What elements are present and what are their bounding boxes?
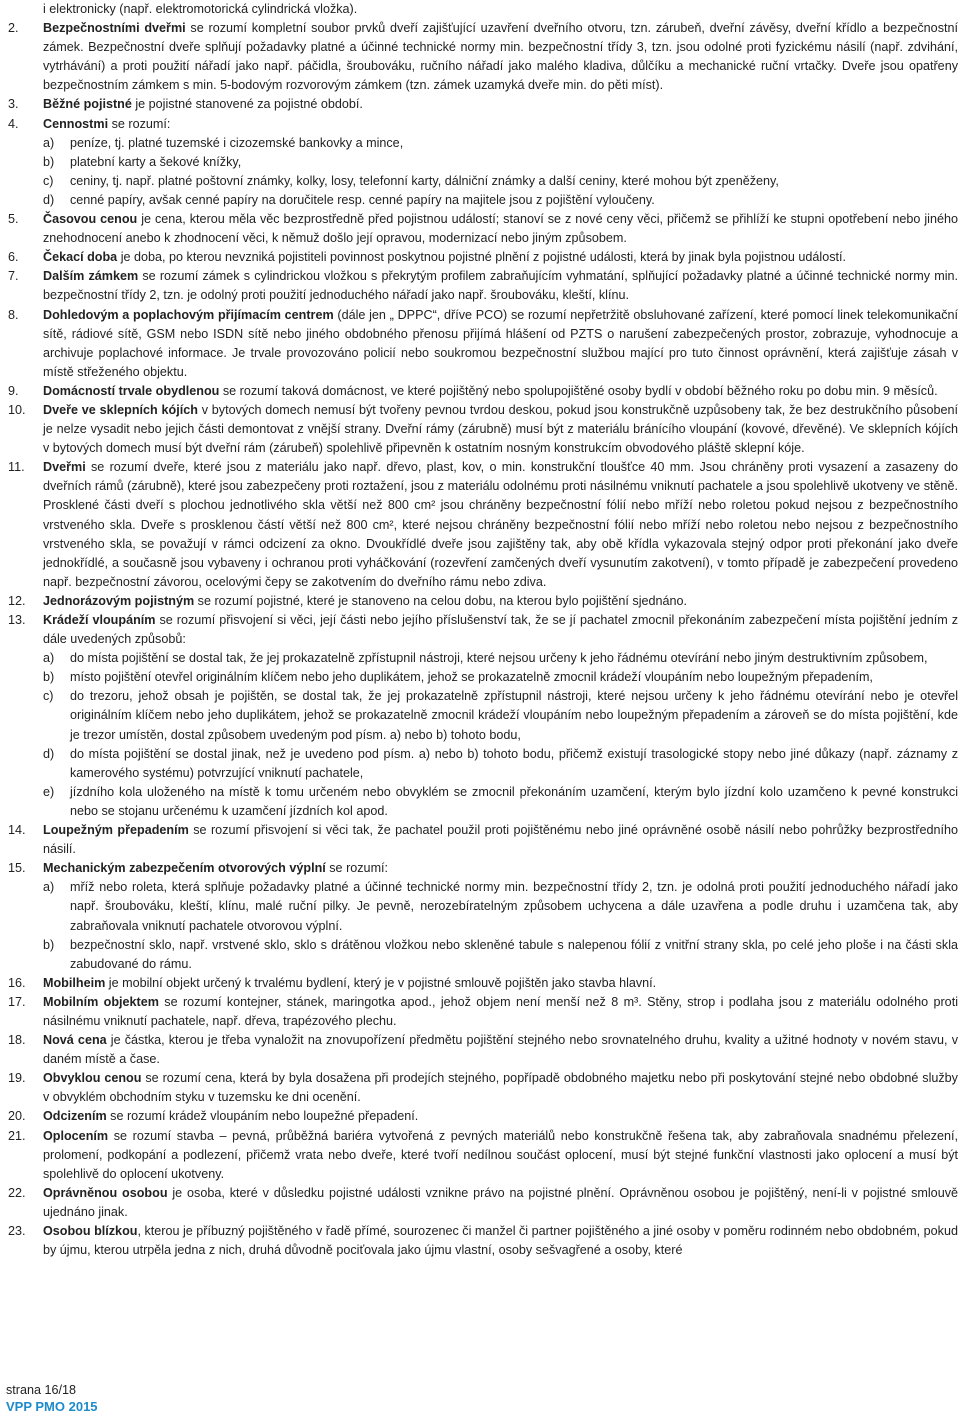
- definition-item: [8, 611, 958, 821]
- definition-text: se rozumí taková domácnost, ve které pojištěný nebo spolupojištěné osoby bydlí v období běžného roku po dobu min. 9 měsíců.: [219, 383, 938, 398]
- continued-paragraph: [8, 0, 958, 19]
- item-number: 21.: [8, 1128, 26, 1143]
- item-number: 13.: [8, 613, 26, 627]
- definition-text: v bytových domech nemusí být tvořeny pevnou tvrdou deskou, pokud jsou konstrukčně uzpůsobeny tak, že bez destrukčního působení je nelze vysadit nebo jejich části demontovat z vnější strany. Dveřní rámy (zárubně) musí být z materiálu bránícího vloupání (kovové, dřevěné). Ve sklepních kójích v bytových domech musí být dveřní rám (zárubeň) spolehlivě připevněn k ostatním nosným konstrukcím obvodového pláště sklepní kóje.: [43, 402, 959, 456]
- item-number: 8.: [8, 307, 19, 322]
- defined-term: Dveře ve sklepních kójích: [43, 402, 198, 417]
- item-number: 14.: [8, 823, 26, 838]
- definition-item: [8, 821, 958, 859]
- sub-item-letter: b): [43, 154, 55, 169]
- definition-item: [8, 19, 958, 95]
- item-number: 20.: [8, 1109, 26, 1124]
- definition-item: [8, 401, 958, 458]
- sub-item: [43, 649, 958, 668]
- sub-item-letter: e): [43, 784, 55, 799]
- definition-text: se rozumí:: [108, 116, 171, 131]
- definitions-list: [8, 0, 958, 1260]
- sub-item: [43, 172, 958, 191]
- sub-item: [43, 783, 958, 821]
- definition-text: je osoba, které v důsledku pojistné události vznikne právo na pojistné plnění. Oprávněnou osobou je pojištěný, není-li v pojistné smlouvě ujednáno jinak.: [43, 1185, 958, 1219]
- definition-text: , kterou je příbuzný pojištěného v řadě přímé, sourozenec či manžel či partner pojištěného a jiné osoby v poměru rodinném nebo obdobném, pokud by újmu, kterou utrpěla jedna z nich, druhá důvodně pociťovala jako újmu vlastní, osoby sešvagřené a osoby, které: [43, 1224, 958, 1258]
- document-code: VPP PMO 2015: [6, 1399, 98, 1414]
- sub-item: [43, 191, 958, 210]
- definition-text: je pojistné stanovené za pojistné období.: [131, 97, 363, 112]
- sub-item-text: cenné papíry, avšak cenné papíry na doručitele resp. cenné papíry na majitele jsou z pojištění vyloučeny.: [70, 192, 655, 207]
- sub-item-text: jízdního kola uloženého na místě k tomu určeném nebo obvyklém se zmocnil překonáním uzamčení, kterým bylo jízdní kolo uzamčeno k pevné konstrukci nebo se stojanu určenému k uzamčení jízdních kol apod.: [70, 784, 958, 818]
- definition-text: se rozumí stavba – pevná, průběžná bariéra vytvořená z pevných materiálů nebo konstrukčně řešena tak, aby zabraňovala snadnému přelezení, prolomení, podkopání a podlezení, přičemž vrata nebo dveře, které tvoří nedílnou součást oplocení, musí být stejné funkční vlastnosti jako oplocení a musí být spolehlivě do oplocení ukotveny.: [43, 1128, 958, 1181]
- sub-item: [43, 687, 958, 744]
- sub-item-letter: c): [43, 173, 54, 188]
- sub-item: [43, 745, 958, 783]
- sub-item-letter: a): [43, 135, 55, 150]
- definition-text: se rozumí přisvojení si věci tak, že pachatel použil proti pojištěnému nebo jiné oprávněné osobě násilí nebo pohrůžky bezprostředního násilí.: [43, 823, 958, 857]
- defined-term: Oplocením: [43, 1128, 109, 1143]
- sub-item: [43, 668, 958, 687]
- item-number: 2.: [8, 21, 19, 36]
- sub-item-text: místo pojištění otevřel originálním klíčem nebo jeho duplikátem, jehož se prokazatelně zmocnil krádeží vloupáním nebo loupežným přepadením,: [70, 670, 873, 685]
- definition-item: [8, 458, 958, 592]
- defined-term: Mobilním objektem: [43, 994, 159, 1009]
- sub-item-letter: b): [43, 937, 55, 952]
- sub-item: [43, 878, 958, 935]
- defined-term: Dveřmi: [43, 460, 86, 475]
- defined-term: Obvyklou cenou: [43, 1071, 142, 1086]
- definition-item: [8, 1222, 958, 1260]
- item-number: 9.: [8, 383, 19, 398]
- item-number: 23.: [8, 1224, 26, 1238]
- definition-text: se rozumí dveře, které jsou z materiálu jako např. dřevo, plast, kov, o min. konstrukční tloušťce 40 mm. Jsou chráněny proti vysazení a zasazeny do dveřních rámů (zárubně), které jsou zabezpečeny proti roztažení, jsou z materiálu odolnému proti násilnému vniknutí pachatele a jsou spolehlivě ukotveny ve stěně. Prosklené části dveří s plochou jednotlivého skla větší než 800 cm² jsou chráněny bezpečnostní fólií nebo mříží nebo roletou pokud nejsou z bezpečnostního vrstveného skla. Dveře s prosklenou částí větší než 800 cm², které nejsou chráněny bezpečnostní fólií nebo mříží nebo roletou nebo nejsou z bezpečnostního vrstveného skla, se považují v rámci odcizení za okno. Dvoukřídlé dveře jsou zajištěny tak, aby obě křídla vykazovala stejný odpor proti překonání jako dveře jednokřídlé, a současně jsou vybaveny i ochranou proti vyháčkování (rozevření zamčených dveří vysunutím zakotvení), v tomto případě je zabezpečení provedeno např. bezpečnostní závorou, ocelovými čepy se zakotvením do dveřního rámu nebo zdiva.: [43, 460, 958, 589]
- sub-item: [43, 936, 958, 974]
- item-number: 15.: [8, 861, 26, 876]
- defined-term: Mobilheim: [43, 975, 106, 990]
- item-number: 11.: [8, 460, 25, 475]
- sub-item-letter: b): [43, 670, 55, 685]
- definition-text: se rozumí pojistné, které je stanoveno na celou dobu, na kterou bylo pojištění sjednáno.: [194, 593, 688, 608]
- sub-item-text: do místa pojištění se dostal jinak, než je uvedeno pod písm. a) nebo b) tohoto bodu, přičemž existují trasologické stopy nebo jiné důkazy (např. záznamy z kamerového systému) potvrzující vniknutí pachatele,: [70, 746, 958, 780]
- definition-text: se rozumí kontejner, stánek, maringotka apod., jehož objem není menší než 8 m³. Stěny, strop i podlaha jsou z materiálu odolného proti násilnému vniknutí pachatele, např. dřeva, trapézového plechu.: [43, 994, 958, 1028]
- definition-item: [8, 1107, 958, 1126]
- definition-item: [8, 1069, 958, 1107]
- defined-term: Dohledovým a poplachovým přijímacím centrem: [43, 307, 334, 322]
- sub-item-text: peníze, tj. platné tuzemské i cizozemské bankovky a mince,: [70, 135, 404, 150]
- definition-item: [8, 248, 958, 267]
- definition-text: se rozumí zámek s cylindrickou vložkou s překrytým profilem zabraňujícím vyhmatání, splňující požadavky platné a účinné technické normy min. bezpečnostní třídy 2, tzn. je odolný proti použití jednoduchého nářadí jako např. šroubováku, kleští, klínu.: [43, 269, 958, 303]
- sub-item-text: mříž nebo roleta, která splňuje požadavky platné a účinné technické normy min. bezpečnostní třídy 2, tzn. je odolná proti použití jednoduchého nářadí jako např. šroubováku, kleští, klínu, malé ruční pilky. Je pevně, nerozebíratelným způsobem uchycena a dále uzavřena a podle druhu i uzamčena tak, aby zabraňovala vniknutí pachatele otvorovou výplní.: [70, 880, 958, 933]
- definition-item: [8, 1031, 958, 1069]
- defined-term: Odcizením: [43, 1109, 107, 1124]
- defined-term: Bezpečnostními dveřmi: [43, 21, 186, 36]
- page-footer: [6, 1383, 98, 1415]
- defined-term: Domácností trvale obydlenou: [43, 383, 220, 398]
- item-number: 3.: [8, 97, 19, 112]
- item-number: 7.: [8, 269, 19, 284]
- definition-text: se rozumí kompletní soubor prvků dveří zajišťující uzavření dveřního otvoru, tzn. zárubeň, dveřní závěsy, dveřní křídlo a bezpečnostní zámek. Bezpečnostní dveře splňují požadavky platné a účinné technické normy min. bezpečnostní třídy 3, tzn. jsou odolné proti fyzickému násilí (např. zdvihání, vytrhávání) a proti použití nářadí jako např. páčidla, šroubováku, ručního nářadí jako malého kladiva, důlčíku a mechanické ruční vrtačky. Dveře jsou opatřeny bezpečnostním zámkem s min. 5-bodovým rozvorovým zámkem (tzn. zámek uzamyká dveře min. do pěti míst).: [43, 21, 958, 93]
- definition-item: [8, 115, 958, 210]
- page-number: strana 16/18: [6, 1383, 77, 1397]
- sub-item: [43, 153, 958, 172]
- definition-item: [8, 1127, 958, 1184]
- definition-text: (dále jen „ DPPC“, dříve PCO) se rozumí nepřetržitě obsluhované zařízení, které pomocí linek telekomunikační sítě, rádiové sítě, GSM nebo ISDN sítě nebo jiného obdobného přenosu přijímá hlášení od PZTS o narušení zabezpečených prostor, zobrazuje, vyhodnocuje a archivuje poplachové informace. Je trvale provozováno policií nebo soukromou bezpečnostní službou mající pro tuto činnost oprávnění, která zajišťuje zásah v místě střeženého objektu.: [43, 307, 958, 379]
- definition-item: [8, 210, 958, 248]
- defined-term: Časovou cenou: [43, 212, 138, 227]
- definition-text: je doba, po kterou nevzniká pojistiteli povinnost poskytnou pojistné plnění z pojistné události, která by jinak byla pojistnou událostí.: [117, 250, 846, 265]
- definition-text: se rozumí:: [325, 861, 389, 876]
- definition-text: je mobilní objekt určený k trvalému bydlení, který je v pojistné smlouvě pojištěn jako stavba hlavní.: [105, 975, 657, 990]
- defined-term: Dalším zámkem: [43, 269, 139, 284]
- item-number: 12.: [8, 593, 26, 608]
- sub-item-letter: a): [43, 651, 55, 666]
- item-number: 19.: [8, 1071, 26, 1086]
- definition-item: [8, 267, 958, 305]
- defined-term: Osobou blízkou: [43, 1224, 138, 1238]
- sub-item-letter: d): [43, 192, 55, 207]
- sub-item-text: do trezoru, jehož obsah je pojištěn, se dostal tak, že jej prokazatelně zpřístupnil nástroji, které nejsou určeny k jeho řádnému otevírání nebo je otevřel originálním klíčem nebo jeho duplikátem, jehož se prokazatelně zmocnil krádeží vloupáním nebo loupežným přepadením a zároveň se do místa pojištění, kde je trezor umístěn, dostal způsobem uvedeným pod písm. a) nebo b) tohoto bodu,: [70, 689, 958, 742]
- item-number: 4.: [8, 116, 19, 131]
- item-number: 22.: [8, 1185, 26, 1200]
- definition-item: [8, 95, 958, 114]
- definition-text: je cena, kterou měla věc bezprostředně před pojistnou událostí; stanoví se z nové ceny věci, přičemž se přihlíží ke stupni opotřebení nebo jiného znehodnocení anebo k zhodnocení věci, k němuž došlo její opravou, modernizací nebo jiným způsobem.: [43, 212, 958, 246]
- definition-item: [8, 592, 958, 611]
- definition-item: [8, 974, 958, 993]
- sub-item-text: platební karty a šekové knížky,: [70, 154, 242, 169]
- item-number: 17.: [8, 994, 26, 1009]
- item-number: 16.: [8, 975, 26, 990]
- defined-term: Loupežným přepadením: [43, 823, 189, 838]
- sub-item: [43, 134, 958, 153]
- definition-text: se rozumí krádež vloupáním nebo loupežné přepadení.: [106, 1109, 419, 1124]
- continued-text: i elektronicky (např. elektromotorická cylindrická vložka).: [43, 2, 358, 16]
- definition-text: se rozumí cena, která by byla dosažena při prodejích stejného, popřípadě obdobného majetku nebo při poskytování stejné nebo obdobné služby v obvyklém obchodním styku v tuzemsku ke dni ocenění.: [43, 1071, 958, 1105]
- defined-term: Oprávněnou osobou: [43, 1185, 168, 1200]
- definition-item: [8, 382, 958, 401]
- sub-item-text: ceniny, tj. např. platné poštovní známky, kolky, losy, telefonní karty, dálniční známky a další ceniny, které mohou být zpeněženy,: [70, 173, 779, 188]
- definition-item: [8, 859, 958, 974]
- definition-text: se rozumí přisvojení si věci, její části nebo jejího příslušenství tak, že se jí pachatel zmocnil překonáním zabezpečení místa pojištění jedním z dále uvedených způsobů:: [43, 613, 958, 647]
- defined-term: Krádeží vloupáním: [43, 613, 156, 627]
- defined-term: Cennostmi: [43, 116, 109, 131]
- item-number: 5.: [8, 212, 19, 227]
- sub-item-letter: c): [43, 689, 54, 704]
- sub-item-text: bezpečnostní sklo, např. vrstvené sklo, sklo s drátěnou vložkou nebo skleněné tabule s nalepenou fólií z vnitřní strany skla, po celé jeho ploše i na části skla zabudované do rámu.: [70, 937, 958, 971]
- defined-term: Mechanickým zabezpečením otvorových výplní: [43, 861, 326, 876]
- defined-term: Běžné pojistné: [43, 97, 132, 112]
- definition-text: je částka, kterou je třeba vynaložit na znovupořízení předmětu pojištění stejného nebo srovnatelného druhu, kvality a užitné hodnoty v novém stavu, v daném místě a čase.: [43, 1033, 958, 1067]
- definition-item: [8, 306, 958, 382]
- definition-item: [8, 1184, 958, 1222]
- defined-term: Nová cena: [43, 1033, 107, 1048]
- item-number: 10.: [8, 402, 26, 417]
- definition-item: [8, 993, 958, 1031]
- sub-item-letter: a): [43, 880, 55, 895]
- item-number: 6.: [8, 250, 19, 265]
- sub-item-letter: d): [43, 746, 55, 761]
- sub-item-text: do místa pojištění se dostal tak, že jej prokazatelně zpřístupnil nástroji, které nejsou určeny k jeho řádnému otevírání nebo jiným destruktivním způsobem,: [70, 651, 928, 666]
- item-number: 18.: [8, 1033, 26, 1048]
- defined-term: Jednorázovým pojistným: [43, 593, 195, 608]
- defined-term: Čekací doba: [43, 250, 118, 265]
